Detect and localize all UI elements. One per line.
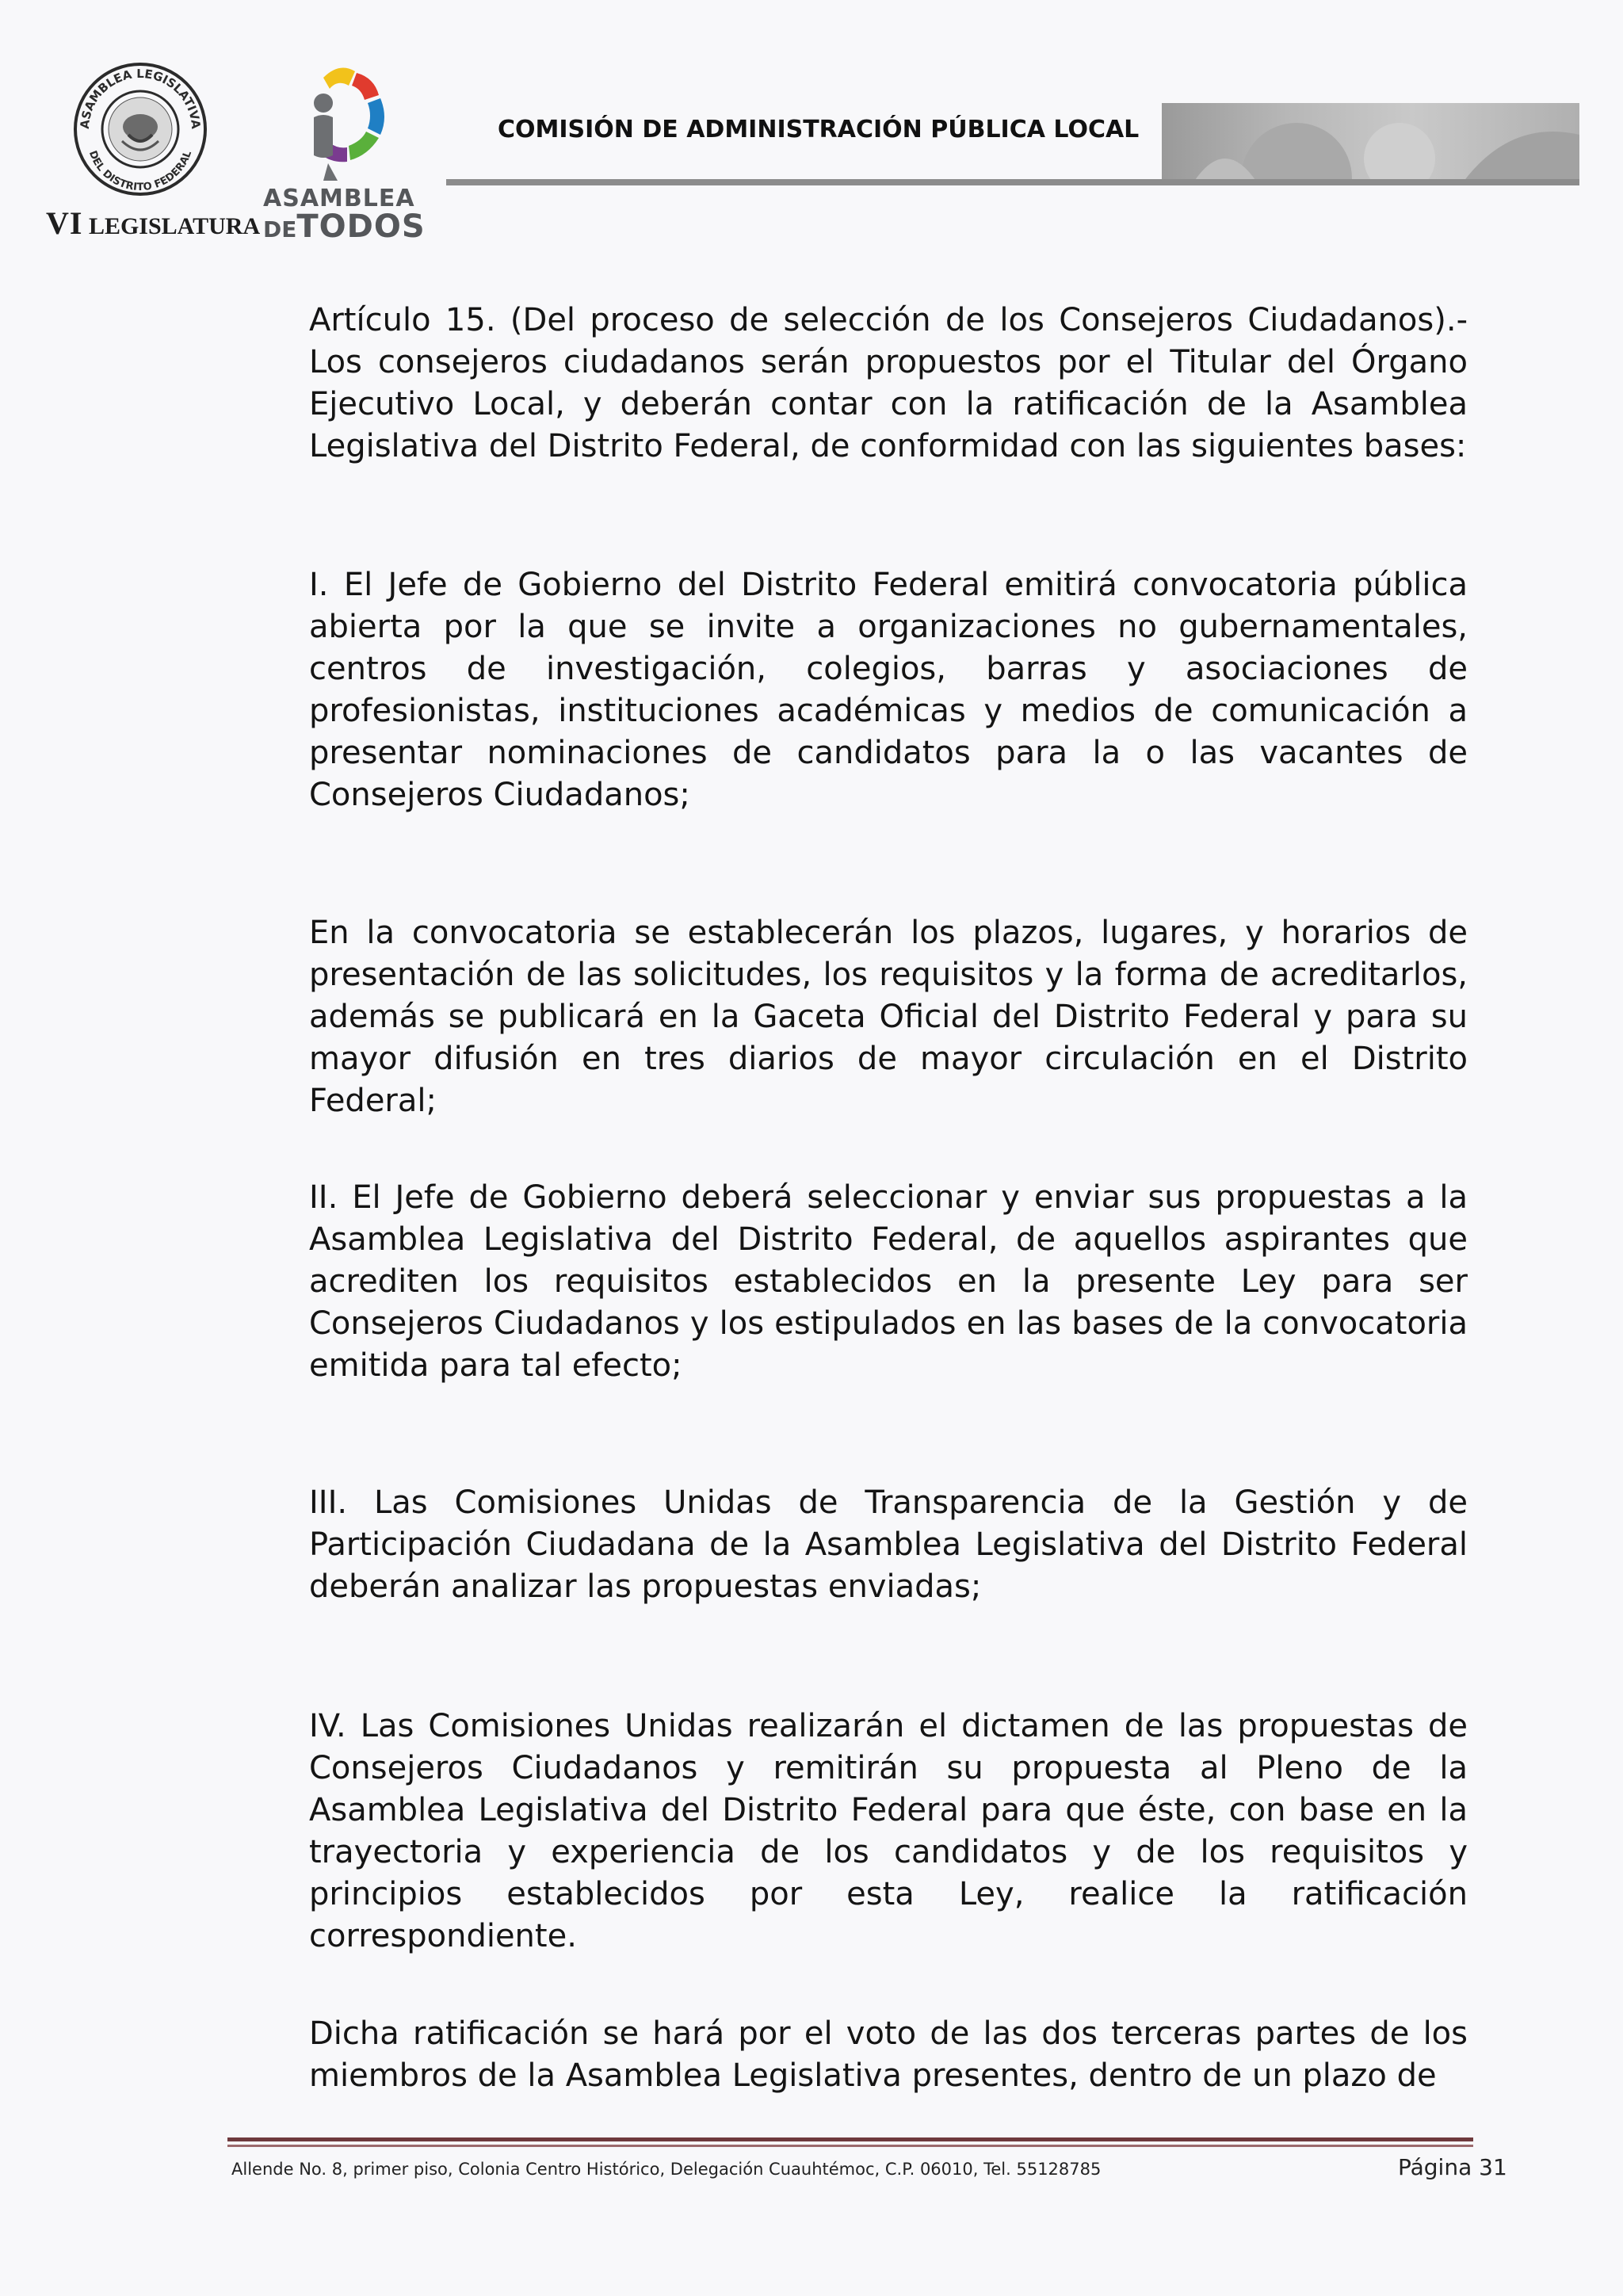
header-band-graphic bbox=[1162, 103, 1579, 182]
asamblea-de-todos-logo bbox=[292, 62, 395, 189]
paragraph-fraction-iii: III. Las Comisiones Unidas de Transparencia de la Gestión y de Participación Ciudadana de la Asamblea Legislativa del Distrito Federal deberán analizar las propuestas enviadas; bbox=[309, 1484, 1468, 1605]
header-rule bbox=[446, 179, 1579, 185]
svg-text:DEL DISTRITO FEDERAL: DEL DISTRITO FEDERAL bbox=[86, 149, 195, 194]
paragraph-article-15: Artículo 15. (Del proceso de selección de los Consejeros Ciudadanos).- Los consejeros ciudadanos serán propuestos por el Titular del Órgano Ejecutivo Local, y deberán contar con la ratificación de la Asamblea Legislativa del Distrito Federal, de conformidad con las siguientes bases: bbox=[309, 302, 1468, 464]
logo-line-de: DE bbox=[263, 216, 297, 243]
paragraph-fraction-i: I. El Jefe de Gobierno del Distrito Federal emitirá convocatoria pública abierta por la que se invite a organizaciones no gubernamentales, centros de investigación, colegios, barras y asociaciones de profesionistas, instituciones académicas y medios de comunicación a presentar nominaciones de candidatos para la o las vacantes de Consejeros Ciudadanos; bbox=[309, 567, 1468, 813]
header-decorative-band bbox=[1162, 103, 1579, 182]
paragraph-fraction-ii: II. El Jefe de Gobierno deberá seleccionar y enviar sus propuestas a la Asamblea Legislativa del Distrito Federal, de aquellos aspirantes que acrediten los requisitos establecidos en la presente Ley para ser Consejeros Ciudadanos y los estipulados en las bases de la convocatoria emitida para tal efecto; bbox=[309, 1179, 1468, 1384]
svg-text:ASAMBLEA LEGISLATIVA: ASAMBLEA LEGISLATIVA bbox=[77, 66, 204, 130]
asamblea-seal-logo bbox=[73, 62, 208, 197]
page-number: Página 31 bbox=[1398, 2154, 1507, 2180]
logo-line-asamblea: ASAMBLEA bbox=[263, 185, 415, 212]
paragraph-ratificacion: Dicha ratificación se hará por el voto de las dos terceras partes de los miembros de la Asamblea Legislativa presentes, dentro de un plazo de bbox=[309, 2015, 1468, 2094]
legislature-label bbox=[46, 204, 260, 242]
legislature-roman: VI bbox=[46, 205, 83, 241]
footer-rule-secondary bbox=[227, 2145, 1473, 2147]
footer-address: Allende No. 8, primer piso, Colonia Centro Histórico, Delegación Cuauhtémoc, C.P. 06010, Tel. 55128785 bbox=[231, 2160, 1102, 2179]
asamblea-de-todos-wordmark bbox=[263, 187, 426, 243]
footer-rule bbox=[227, 2137, 1473, 2141]
paragraph-fraction-iv: IV. Las Comisiones Unidas realizarán el dictamen de las propuestas de Consejeros Ciudadanos y remitirán su propuesta al Pleno de la Asamblea Legislativa del Distrito Federal para que éste, con base en la trayectoria y experiencia de los candidatos y de los requisitos y principios establecidos por esta Ley, realice la ratificación correspondiente. bbox=[309, 1708, 1468, 1954]
legislature-word: LEGISLATURA bbox=[88, 213, 261, 239]
commission-title: COMISIÓN DE ADMINISTRACIÓN PÚBLICA LOCAL bbox=[498, 116, 1140, 143]
paragraph-convocatoria: En la convocatoria se establecerán los plazos, lugares, y horarios de presentación de las solicitudes, los requisitos y la forma de acreditarlos, además se publicará en la Gaceta Oficial del Distrito Federal y para su mayor difusión en tres diarios de mayor circulación en el Distrito Federal; bbox=[309, 915, 1468, 1119]
logo-line-todos: TODOS bbox=[296, 208, 426, 245]
